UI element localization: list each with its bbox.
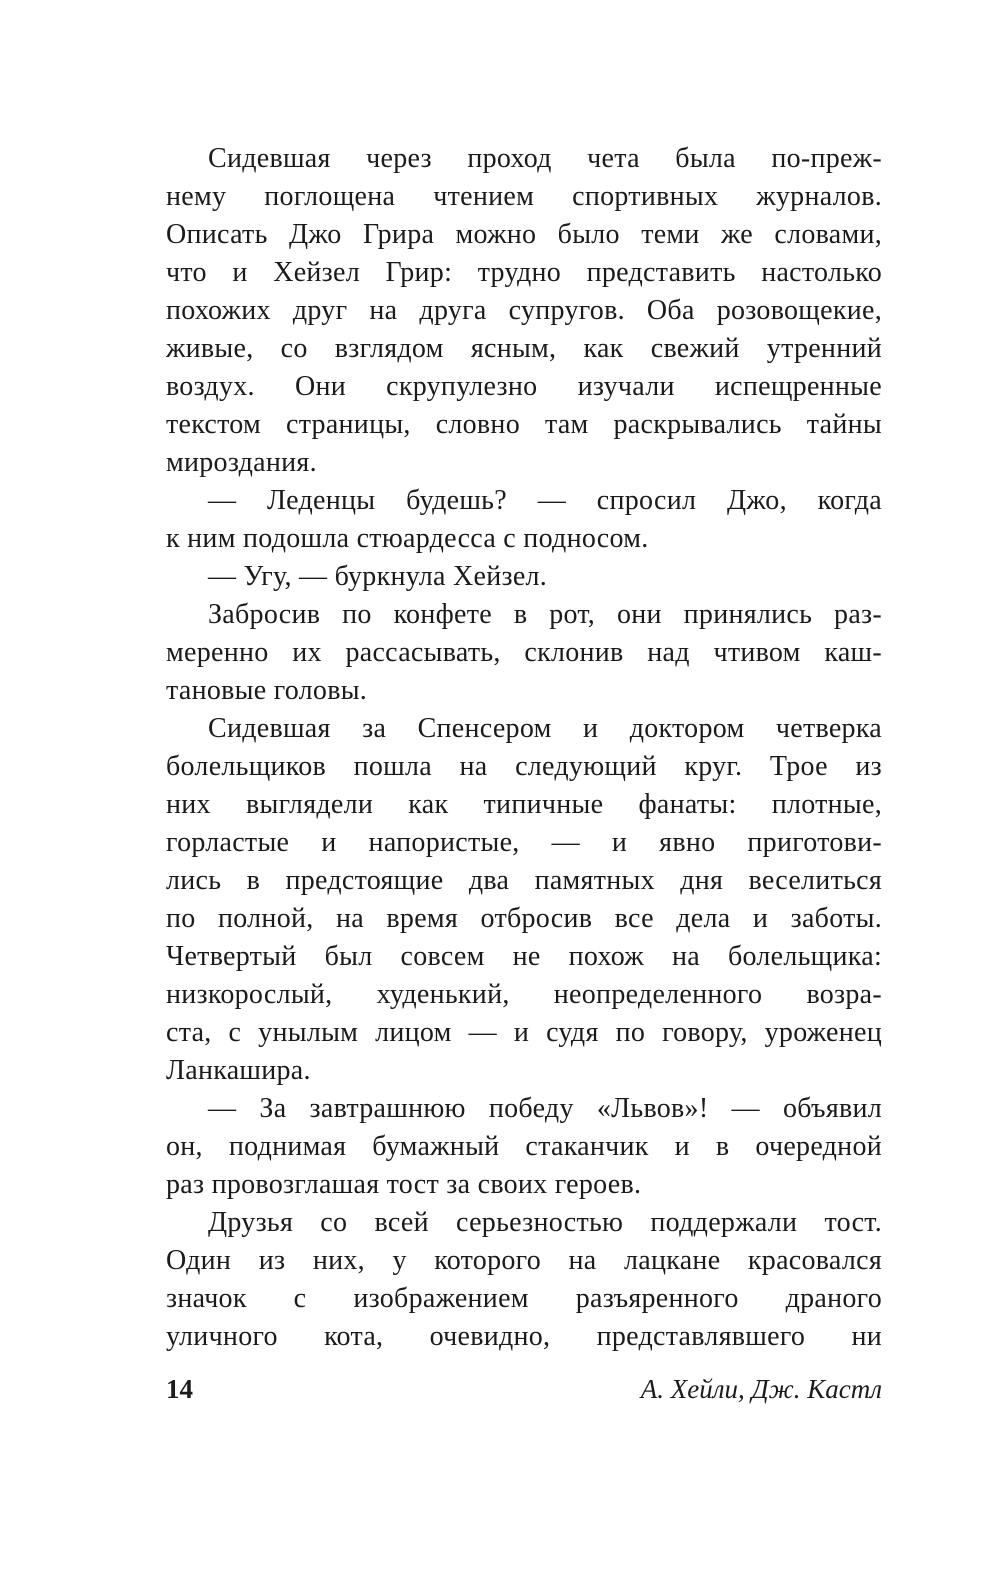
page-footer (166, 1372, 882, 1406)
text-line: Ланкашира. (166, 1055, 311, 1086)
text-line: Сидевшая за Спенсером и доктором четверка (208, 713, 882, 744)
text-line: уличного кота, очевидно, представлявшего ни (166, 1321, 882, 1352)
paragraph (166, 1204, 882, 1356)
text-line: Описать Джо Грира можно было теми же словами, (166, 219, 882, 250)
text-line: лись в предстоящие два памятных дня веселиться (166, 865, 882, 896)
text-line: низкорослый, худенький, неопределенного возра- (166, 979, 882, 1010)
page-number: 14 (166, 1374, 193, 1404)
text-line: болельщиков пошла на следующий круг. Трое из (166, 751, 882, 782)
text-line: горластые и напористые, — и явно приготови- (166, 827, 882, 858)
text-line: что и Хейзел Грир: трудно представить настолько (166, 257, 882, 288)
text-line: — Угу, — буркнула Хейзел. (208, 561, 548, 592)
paragraph (166, 596, 882, 710)
text-line: меренно их рассасывать, склонив над чтивом каш- (166, 637, 882, 668)
text-line: Один из них, у которого на лацкане красовался (166, 1245, 882, 1276)
paragraph (166, 710, 882, 1090)
text-line: — Леденцы будешь? — спросил Джо, когда (208, 485, 882, 516)
text-line: ста, с унылым лицом — и судя по говору, уроженец (166, 1017, 882, 1048)
text-line: — За завтрашнюю победу «Львов»! — объявил (208, 1093, 882, 1124)
text-line: похожих друг на друга супругов. Оба розовощекие, (166, 295, 882, 326)
text-line: по полной, на время отбросив все дела и заботы. (166, 903, 882, 934)
paragraph (166, 140, 882, 482)
text-line: текстом страницы, словно там раскрывались тайны (166, 409, 882, 440)
running-title-authors: А. Хейли, Дж. Кастл (640, 1374, 882, 1404)
text-line: Четвертый был совсем не похож на болельщика: (166, 941, 882, 972)
text-line: тановые головы. (166, 675, 368, 706)
text-line: он, поднимая бумажный стаканчик и в очередной (166, 1131, 882, 1162)
text-line: раз провозглашая тост за своих героев. (166, 1169, 642, 1200)
text-block (166, 140, 882, 1356)
paragraph (166, 558, 882, 596)
text-line: Забросив по конфете в рот, они принялись раз- (208, 599, 882, 630)
text-line: воздух. Они скрупулезно изучали испещренные (166, 371, 882, 402)
paragraph (166, 1090, 882, 1204)
text-line: значок с изображением разъяренного драного (166, 1283, 882, 1314)
text-line: них выглядели как типичные фанаты: плотные, (166, 789, 882, 820)
text-line: Друзья со всей серьезностью поддержали тост. (208, 1207, 882, 1238)
text-line: нему поглощена чтением спортивных журналов. (166, 181, 882, 212)
paragraph (166, 482, 882, 558)
text-line: мироздания. (166, 447, 317, 478)
text-line: к ним подошла стюардесса с подносом. (166, 523, 649, 554)
text-line: живые, со взглядом ясным, как свежий утренний (166, 333, 882, 364)
text-line: Сидевшая через проход чета была по-преж- (208, 143, 882, 174)
